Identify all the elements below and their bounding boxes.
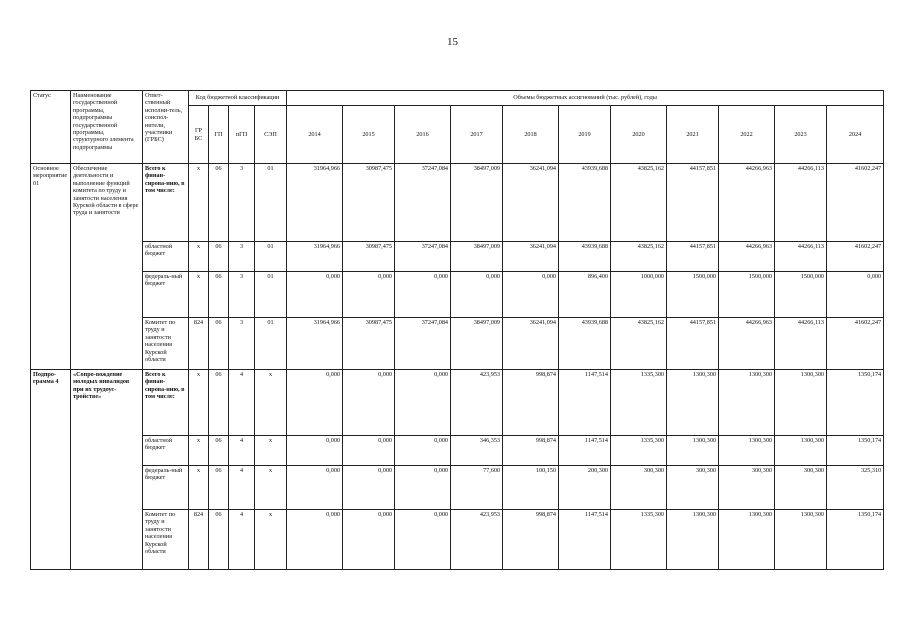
value-cell: 998,874 xyxy=(503,370,559,436)
value-cell: 44157,851 xyxy=(667,318,719,370)
code-cell: 06 xyxy=(209,318,229,370)
code-cell: 3 xyxy=(229,242,255,272)
value-cell: 300,300 xyxy=(611,466,667,510)
value-cell: 0,000 xyxy=(343,436,395,466)
code-cell: x xyxy=(255,510,287,570)
header-year: 2019 xyxy=(559,106,611,164)
header-year: 2022 xyxy=(719,106,775,164)
code-cell: 06 xyxy=(209,436,229,466)
row-executor: областной бюджет xyxy=(143,436,189,466)
value-cell: 1350,174 xyxy=(827,370,884,436)
value-cell: 43939,688 xyxy=(559,164,611,242)
value-cell: 77,600 xyxy=(451,466,503,510)
value-cell: 0,000 xyxy=(395,370,451,436)
value-cell: 0,000 xyxy=(343,272,395,318)
value-cell: 0,000 xyxy=(287,466,343,510)
value-cell: 43825,162 xyxy=(611,164,667,242)
value-cell: 896,400 xyxy=(559,272,611,318)
code-cell: 01 xyxy=(255,318,287,370)
code-cell: 4 xyxy=(229,510,255,570)
code-cell: 06 xyxy=(209,272,229,318)
value-cell: 31964,966 xyxy=(287,318,343,370)
value-cell: 30987,475 xyxy=(343,318,395,370)
value-cell: 0,000 xyxy=(287,510,343,570)
header-code-col: пГП xyxy=(229,106,255,164)
value-cell: 1335,300 xyxy=(611,370,667,436)
code-cell: x xyxy=(255,466,287,510)
value-cell: 1335,300 xyxy=(611,510,667,570)
code-cell: 3 xyxy=(229,164,255,242)
row-executor: Всего к финан-сирова-нию, в том числе: xyxy=(143,164,189,242)
code-cell: 06 xyxy=(209,164,229,242)
row-executor: федераль-ный бюджет xyxy=(143,466,189,510)
value-cell: 998,874 xyxy=(503,510,559,570)
value-cell: 30987,475 xyxy=(343,242,395,272)
value-cell: 38497,009 xyxy=(451,318,503,370)
value-cell: 0,000 xyxy=(343,466,395,510)
header-budget-code: Код бюджетной классификации xyxy=(189,91,287,106)
value-cell: 300,300 xyxy=(719,466,775,510)
code-cell: 4 xyxy=(229,370,255,436)
code-cell: 01 xyxy=(255,272,287,318)
value-cell: 43939,688 xyxy=(559,242,611,272)
row-executor: Всего к финан-сирова-нию, в том числе: xyxy=(143,370,189,436)
value-cell: 44157,851 xyxy=(667,164,719,242)
value-cell: 1300,300 xyxy=(719,510,775,570)
table-row xyxy=(31,436,884,466)
table-row xyxy=(31,318,884,370)
value-cell: 1335,300 xyxy=(611,436,667,466)
value-cell: 1500,000 xyxy=(775,272,827,318)
row-name: «Сопро-вождение молодых инвалидов при их трудоус-тройстве» xyxy=(71,370,143,570)
value-cell: 200,300 xyxy=(559,466,611,510)
value-cell: 0,000 xyxy=(395,272,451,318)
value-cell: 37247,084 xyxy=(395,242,451,272)
code-cell: 3 xyxy=(229,318,255,370)
value-cell: 1300,300 xyxy=(667,370,719,436)
code-cell: 3 xyxy=(229,272,255,318)
row-executor: областной бюджет xyxy=(143,242,189,272)
table-row xyxy=(31,272,884,318)
value-cell: 0,000 xyxy=(343,510,395,570)
code-cell: 06 xyxy=(209,370,229,436)
code-cell: x xyxy=(255,436,287,466)
table-row xyxy=(31,510,884,570)
value-cell: 100,150 xyxy=(503,466,559,510)
code-cell: x xyxy=(189,466,209,510)
value-cell: 41602,247 xyxy=(827,318,884,370)
value-cell: 1350,174 xyxy=(827,510,884,570)
value-cell: 1500,000 xyxy=(667,272,719,318)
code-cell: 4 xyxy=(229,436,255,466)
value-cell: 36241,094 xyxy=(503,164,559,242)
code-cell: 824 xyxy=(189,510,209,570)
header-year: 2017 xyxy=(451,106,503,164)
value-cell: 0,000 xyxy=(503,272,559,318)
value-cell: 423,953 xyxy=(451,510,503,570)
header-volumes: Объемы бюджетных ассигнований (тыс. рублей), годы xyxy=(287,91,884,106)
value-cell: 998,874 xyxy=(503,436,559,466)
value-cell: 325,310 xyxy=(827,466,884,510)
value-cell: 0,000 xyxy=(395,510,451,570)
value-cell: 37247,084 xyxy=(395,164,451,242)
value-cell: 346,353 xyxy=(451,436,503,466)
row-executor: федераль-ный бюджет xyxy=(143,272,189,318)
value-cell: 44266,963 xyxy=(719,164,775,242)
header-status: Статус xyxy=(31,91,71,164)
value-cell: 1500,000 xyxy=(719,272,775,318)
row-status: Основное мероприятие 01 xyxy=(31,164,71,370)
value-cell: 44266,963 xyxy=(719,242,775,272)
value-cell: 1300,300 xyxy=(775,370,827,436)
value-cell: 31964,966 xyxy=(287,242,343,272)
code-cell: x xyxy=(189,272,209,318)
code-cell: 06 xyxy=(209,510,229,570)
value-cell: 423,953 xyxy=(451,370,503,436)
value-cell: 41602,247 xyxy=(827,164,884,242)
code-cell: 01 xyxy=(255,164,287,242)
value-cell: 1000,000 xyxy=(611,272,667,318)
code-cell: 4 xyxy=(229,466,255,510)
header-year: 2014 xyxy=(287,106,343,164)
code-cell: 06 xyxy=(209,466,229,510)
value-cell: 44266,113 xyxy=(775,242,827,272)
value-cell: 43825,162 xyxy=(611,242,667,272)
value-cell: 1300,300 xyxy=(719,436,775,466)
value-cell: 1300,300 xyxy=(719,370,775,436)
code-cell: 824 xyxy=(189,318,209,370)
value-cell: 1300,300 xyxy=(667,436,719,466)
code-cell: 06 xyxy=(209,242,229,272)
header-code-col: СЭП xyxy=(255,106,287,164)
header-code-col: ГП xyxy=(209,106,229,164)
value-cell: 38497,009 xyxy=(451,164,503,242)
value-cell: 0,000 xyxy=(395,436,451,466)
page-number: 15 xyxy=(447,36,458,48)
row-executor: Комитет по труду и занятости населения Курской области xyxy=(143,318,189,370)
code-cell: x xyxy=(189,242,209,272)
value-cell: 0,000 xyxy=(287,272,343,318)
value-cell: 300,300 xyxy=(667,466,719,510)
code-cell: x xyxy=(189,436,209,466)
header-year: 2023 xyxy=(775,106,827,164)
value-cell: 43825,162 xyxy=(611,318,667,370)
value-cell: 38497,009 xyxy=(451,242,503,272)
code-cell: x xyxy=(189,164,209,242)
header-executor: Ответ-ственный исполни-тель, соиспол-нители, участники (ГРБС) xyxy=(143,91,189,164)
table-row xyxy=(31,370,884,436)
value-cell: 0,000 xyxy=(395,466,451,510)
value-cell: 1300,300 xyxy=(667,510,719,570)
value-cell: 44266,113 xyxy=(775,318,827,370)
table-row xyxy=(31,164,884,242)
row-name: Обеспечение деятельности и выполнение функций комитета по труду и занятости населения Курской области в сфере труда и занятости xyxy=(71,164,143,370)
value-cell: 37247,084 xyxy=(395,318,451,370)
value-cell: 44157,851 xyxy=(667,242,719,272)
header-year: 2015 xyxy=(343,106,395,164)
code-cell: x xyxy=(189,370,209,436)
budget-table xyxy=(30,90,884,570)
value-cell: 30987,475 xyxy=(343,164,395,242)
row-executor: Комитет по труду и занятости населения Курской области xyxy=(143,510,189,570)
table-row xyxy=(31,466,884,510)
value-cell: 0,000 xyxy=(287,370,343,436)
value-cell: 1300,300 xyxy=(775,436,827,466)
value-cell: 1147,514 xyxy=(559,510,611,570)
value-cell: 36241,094 xyxy=(503,242,559,272)
value-cell: 41602,247 xyxy=(827,242,884,272)
header-year: 2018 xyxy=(503,106,559,164)
code-cell: 01 xyxy=(255,242,287,272)
value-cell: 1147,514 xyxy=(559,436,611,466)
code-cell: x xyxy=(255,370,287,436)
value-cell: 1350,174 xyxy=(827,436,884,466)
value-cell: 44266,963 xyxy=(719,318,775,370)
table-row xyxy=(31,242,884,272)
value-cell: 43939,688 xyxy=(559,318,611,370)
value-cell: 1300,300 xyxy=(775,510,827,570)
header-year: 2016 xyxy=(395,106,451,164)
value-cell: 44266,113 xyxy=(775,164,827,242)
value-cell: 0,000 xyxy=(451,272,503,318)
value-cell: 0,000 xyxy=(827,272,884,318)
value-cell: 0,000 xyxy=(287,436,343,466)
header-code-col: ГР БС xyxy=(189,106,209,164)
value-cell: 0,000 xyxy=(343,370,395,436)
value-cell: 36241,094 xyxy=(503,318,559,370)
header-name: Наименование государственной программы, подпрограммы государственной программы, структурного элемента подпрограммы xyxy=(71,91,143,164)
header-year: 2024 xyxy=(827,106,884,164)
value-cell: 300,300 xyxy=(775,466,827,510)
value-cell: 1147,514 xyxy=(559,370,611,436)
header-year: 2020 xyxy=(611,106,667,164)
header-year: 2021 xyxy=(667,106,719,164)
value-cell: 31964,966 xyxy=(287,164,343,242)
row-status: Подпро-грамма 4 xyxy=(31,370,71,570)
